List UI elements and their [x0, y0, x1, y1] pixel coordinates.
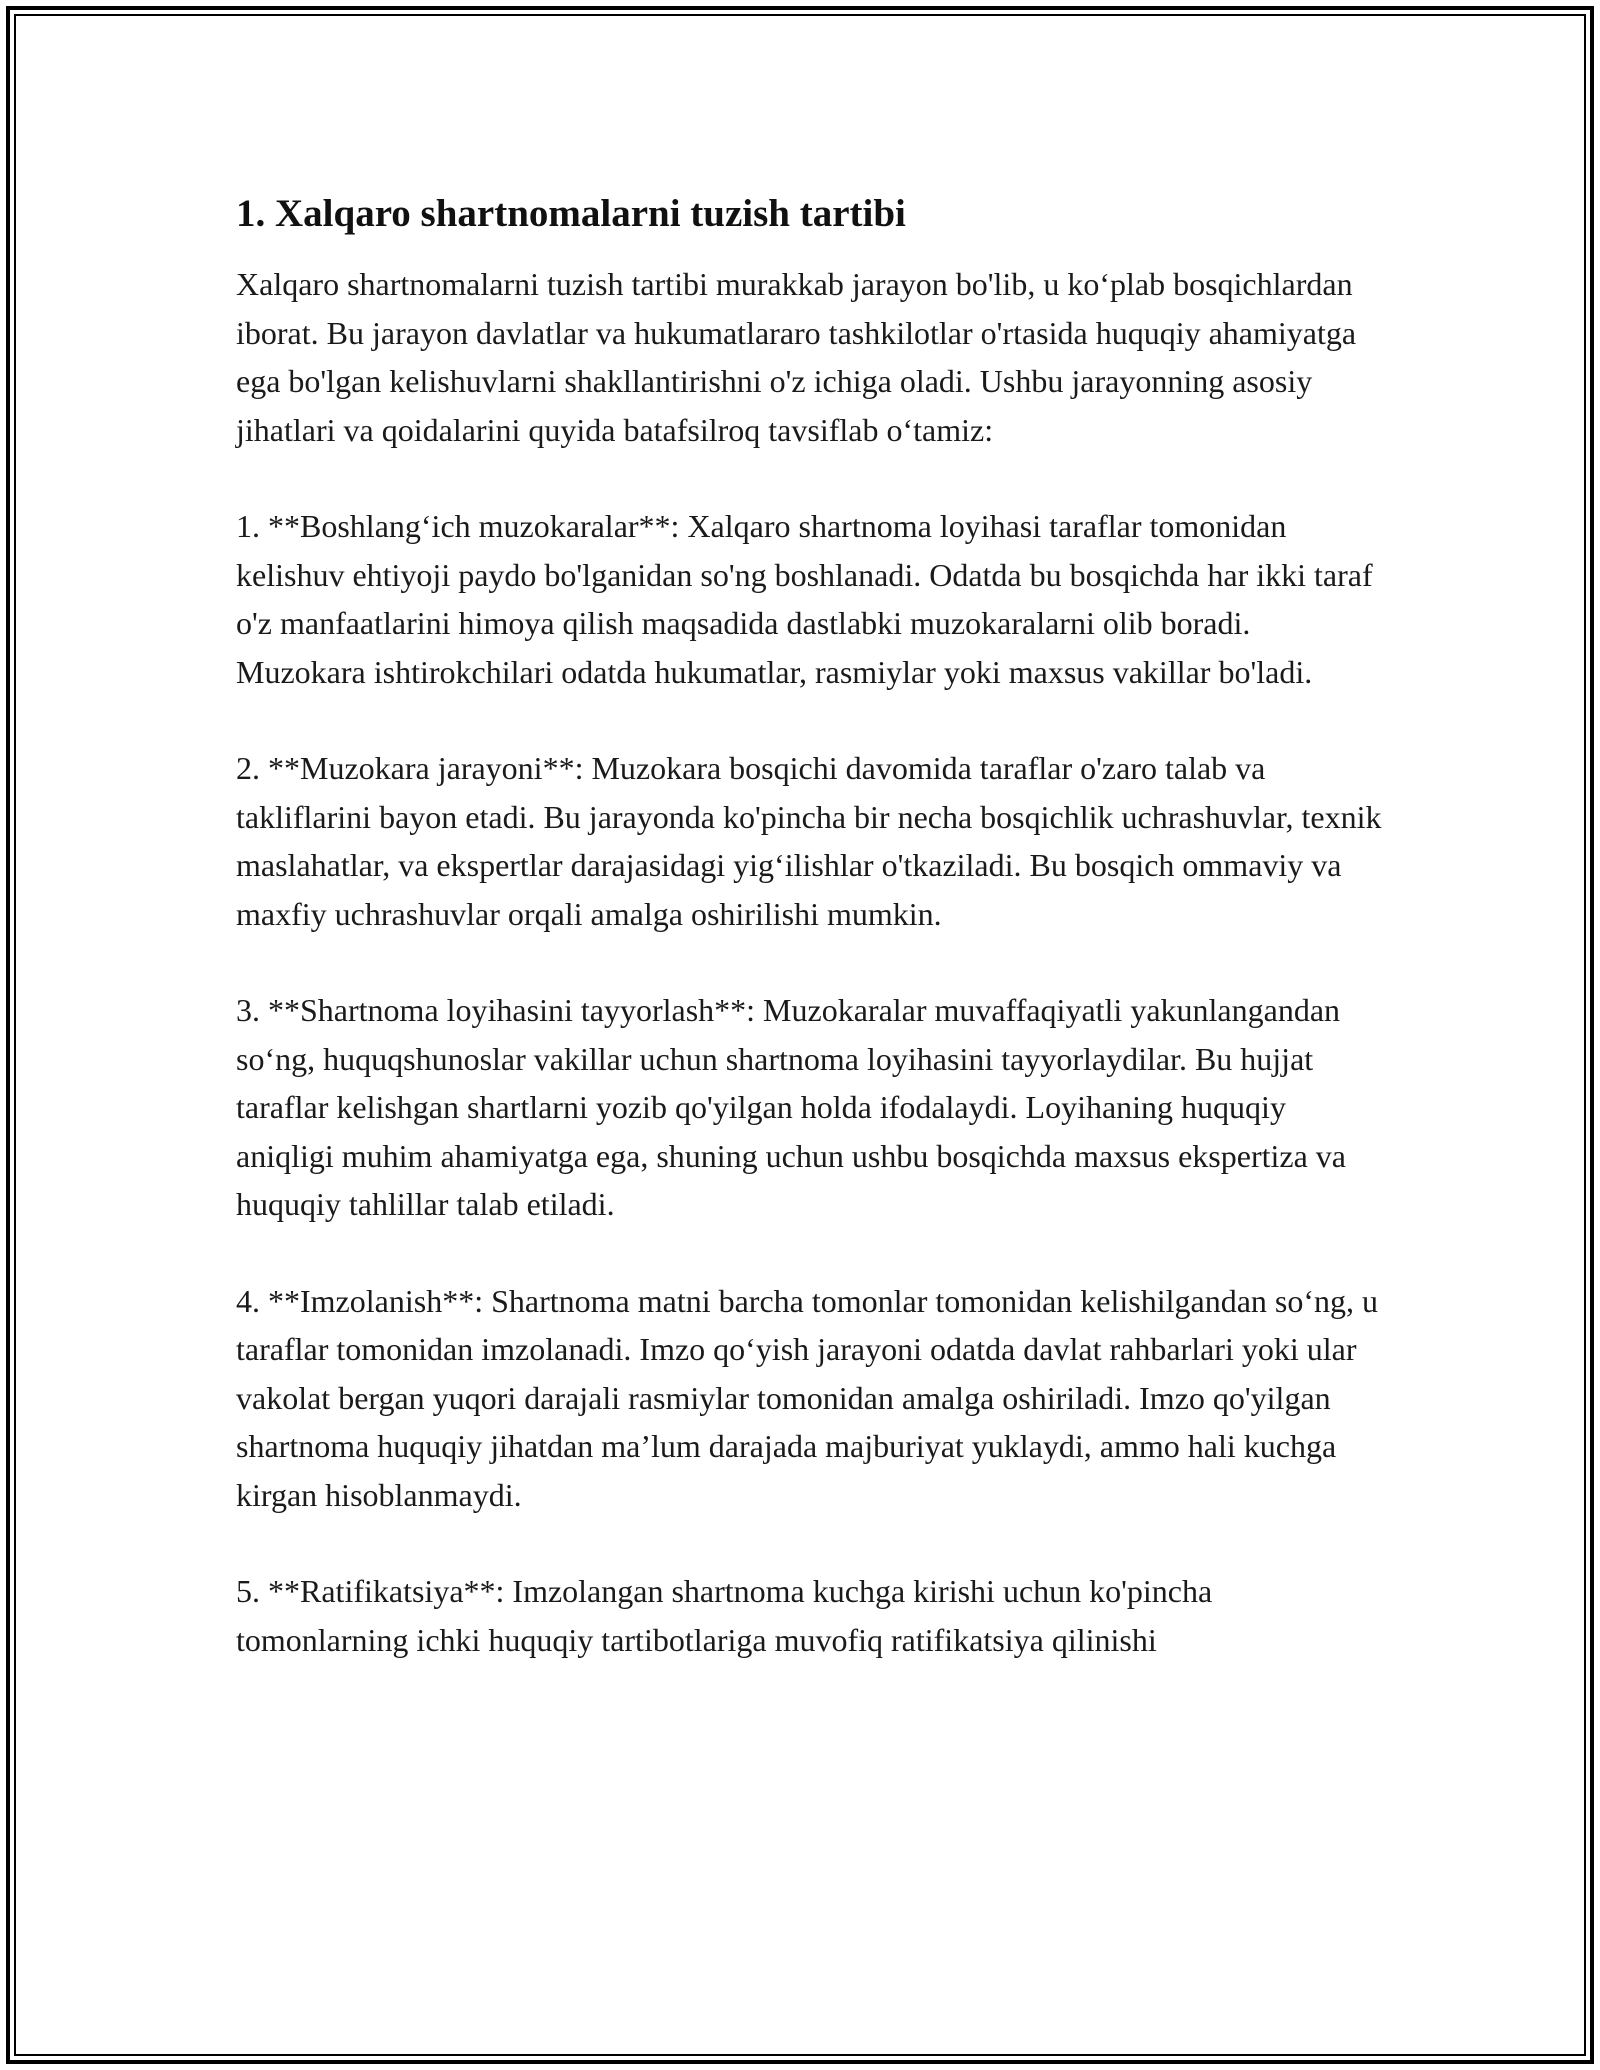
paragraph-boshlangich-muzokaralar: 1. **Boshlang‘ich muzokaralar**: Xalqaro shartnoma loyihasi taraflar tomonidan kelishuv ehtiyoji paydo bo'lganidan so'ng boshlanadi. Odatda bu bosqichda har ikki taraf o'z manfaatlarini himoya qilish maqsadida dastlabki muzokaralarni olib boradi. Muzokara ishtirokchilari odatda hukumatlar, rasmiylar yoki maxsus vakillar bo'ladi. [236, 508, 1373, 690]
intro-paragraph: Xalqaro shartnomalarni tuzish tartibi murakkab jarayon bo'lib, u ko‘plab bosqichlardan iborat. Bu jarayon davlatlar va hukumatlararo tashkilotlar o'rtasida huquqiy ahamiyatga ega bo'lgan kelishuvlarni shakllantirishni o'z ichiga oladi. Ushbu jarayonning asosiy jihatlari va qoidalarini quyida batafsilroq tavsiflab o‘tamiz: [236, 266, 1357, 448]
paragraph-shartnoma-loyihasi: 3. **Shartnoma loyihasini tayyorlash**: Muzokaralar muvaffaqiyatli yakunlangandan so‘ng, huquqshunoslar vakillar uchun shartnoma loyihasini tayyorlaydilar. Bu hujjat taraflar kelishgan shartlarni yozib qo'yilgan holda ifodalaydi. Loyihaning huquqiy aniqligi muhim ahamiyatga ega, shuning uchun ushbu bosqichda maxsus ekspertiza va huquqiy tahlillar talab etiladi. [236, 992, 1346, 1222]
paragraph-imzolanish: 4. **Imzolanish**: Shartnoma matni barcha tomonlar tomonidan kelishilgandan so‘ng, u taraflar tomonidan imzolanadi. Imzo qo‘yish jarayoni odatda davlat rahbarlari yoki ular vakolat bergan yuqori darajali rasmiylar tomonidan amalga oshiriladi. Imzo qo'yilgan shartnoma huquqiy jihatdan ma’lum darajada majburiyat yuklaydi, ammo hali kuchga kirgan hisoblanmaydi. [236, 1282, 1378, 1513]
document-title: 1. Xalqaro shartnomalarni tuzish tartibi [236, 192, 906, 235]
paragraph-muzokara-jarayoni: 2. **Muzokara jarayoni**: Muzokara bosqichi davomida taraflar o'zaro talab va takliflarini bayon etadi. Bu jarayonda ko'pincha bir necha bosqichlik uchrashuvlar, texnik maslahatlar, va ekspertlar darajasidagi yig‘ilishlar o'tkaziladi. Bu bosqich ommaviy va maxfiy uchrashuvlar orqali amalga oshirilishi mumkin. [236, 750, 1382, 932]
paragraph-ratifikatsiya: 5. **Ratifikatsiya**: Imzolangan shartnoma kuchga kirishi uchun ko'pincha tomonlarning ichki huquqiy tartibotlariga muvofiq ratifikatsiya qilinishi [236, 1573, 1213, 1658]
document-page [236, 190, 1386, 1712]
